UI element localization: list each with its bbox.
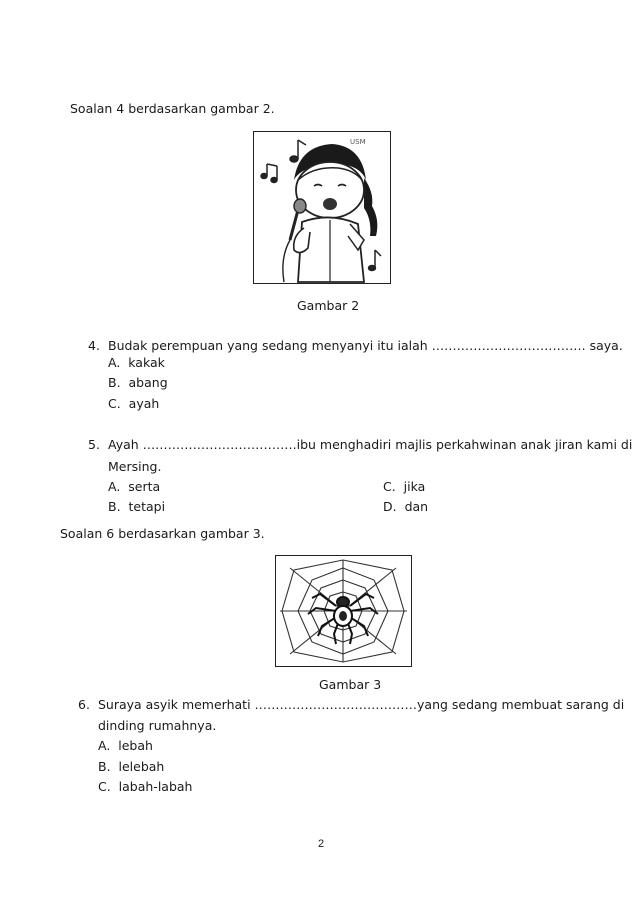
question-4-option-c xyxy=(108,396,159,411)
question-4-option-b xyxy=(108,375,168,390)
singing-girl-icon xyxy=(254,132,390,283)
watermark-text: USM xyxy=(350,138,366,146)
option-letter: A. xyxy=(108,355,121,370)
question-6-stem-line1: Suraya asyik memerhati …………………………………yang sedang membuat sarang di xyxy=(98,697,625,712)
question-5-option-b xyxy=(108,499,165,514)
option-text: dan xyxy=(404,499,429,514)
option-letter: C. xyxy=(98,779,111,794)
question-6-option-a xyxy=(98,738,153,753)
figure-2-caption: Gambar 2 xyxy=(297,298,360,313)
option-letter: C. xyxy=(383,479,396,494)
question-5-stem-line1: Ayah ……………………………….ibu menghadiri majlis perkahwinan anak jiran kami di xyxy=(108,437,633,452)
question-5-stem-line2: Mersing. xyxy=(108,459,162,474)
section-intro-4: Soalan 4 berdasarkan gambar 2. xyxy=(70,101,275,116)
option-letter: B. xyxy=(98,759,111,774)
question-4-option-a xyxy=(108,355,165,370)
option-text: tetapi xyxy=(128,499,166,514)
figure-3-caption: Gambar 3 xyxy=(319,677,382,692)
question-6-stem-line2: dinding rumahnya. xyxy=(98,718,217,733)
option-letter: D. xyxy=(383,499,397,514)
page-number: 2 xyxy=(318,838,325,850)
option-letter: B. xyxy=(108,499,121,514)
question-6-option-b xyxy=(98,759,164,774)
figure-3-image xyxy=(275,555,412,667)
question-6-number: 6. xyxy=(78,697,90,712)
option-text: abang xyxy=(128,375,168,390)
section-intro-6: Soalan 6 berdasarkan gambar 3. xyxy=(60,526,265,541)
option-text: ayah xyxy=(128,396,160,411)
spider-web-icon xyxy=(276,556,411,666)
question-4-stem: Budak perempuan yang sedang menyanyi itu ialah ………………………………. saya. xyxy=(108,338,623,353)
option-letter: C. xyxy=(108,396,121,411)
option-letter: B. xyxy=(108,375,121,390)
question-4-number: 4. xyxy=(88,338,100,353)
question-5-option-d xyxy=(383,499,428,514)
option-letter: A. xyxy=(98,738,111,753)
option-text: kakak xyxy=(128,355,165,370)
option-text: lelebah xyxy=(118,759,165,774)
option-text: serta xyxy=(128,479,161,494)
option-text: lebah xyxy=(118,738,153,753)
option-text: jika xyxy=(403,479,426,494)
option-text: labah-labah xyxy=(118,779,193,794)
question-6-option-c xyxy=(98,779,192,794)
question-5-option-c xyxy=(383,479,425,494)
question-5-number: 5. xyxy=(88,437,100,452)
figure-2-image xyxy=(253,131,391,284)
option-letter: A. xyxy=(108,479,121,494)
question-5-option-a xyxy=(108,479,160,494)
